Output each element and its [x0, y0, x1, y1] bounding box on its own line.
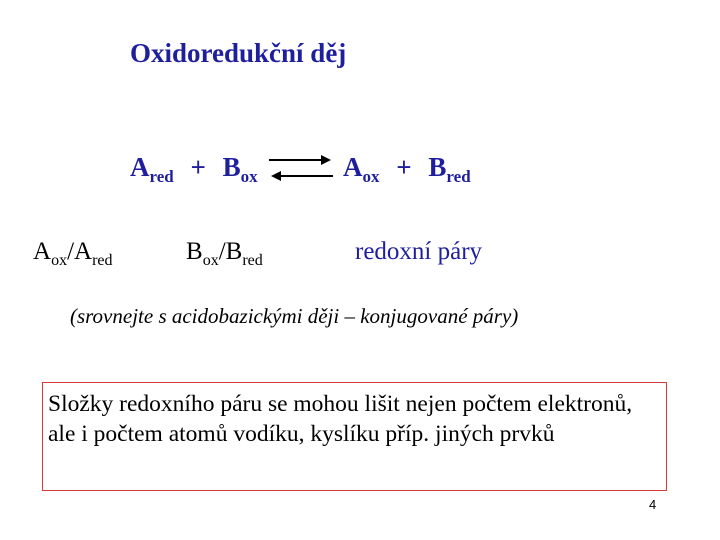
plus-sign-right: +	[396, 152, 412, 182]
slide-number: 4	[649, 497, 657, 512]
product-a-base: A	[343, 152, 363, 182]
reactant-b-sub: ox	[240, 167, 258, 186]
pair-a-separator: /	[67, 238, 75, 265]
pair-a-num-sub: ox	[51, 252, 68, 269]
highlight-box-text: Složky redoxního páru se mohou lišit nejen počtem elektronů, ale i počtem atomů vodíku, kyslíku příp. jiných prvků	[48, 391, 633, 447]
redox-pair-a	[33, 238, 113, 270]
pair-b-num-sub: ox	[202, 252, 219, 269]
product-b-sub: red	[446, 167, 471, 186]
reactant-a-sub: red	[149, 167, 174, 186]
equation-left	[130, 152, 258, 187]
redox-pairs-label: redoxní páry	[355, 238, 483, 265]
plus-sign-left: +	[190, 152, 206, 182]
pair-b-den-base: B	[225, 238, 243, 265]
reactant-b-base: B	[222, 152, 241, 182]
pair-b-separator: /	[218, 238, 226, 265]
pair-a-den-sub: red	[92, 252, 113, 269]
pair-a-num-base: A	[33, 238, 52, 265]
pair-a-den-base: A	[74, 238, 93, 265]
equation-right	[343, 152, 471, 187]
equilibrium-arrows-icon	[265, 150, 337, 186]
redox-pair-b	[186, 238, 263, 270]
pair-b-den-sub: red	[242, 252, 263, 269]
comparison-note: (srovnejte s acidobazickými ději – konjugované páry)	[70, 304, 519, 328]
reactant-a-base: A	[130, 152, 150, 182]
pair-b-num-base: B	[186, 238, 203, 265]
product-b-base: B	[428, 152, 447, 182]
slide-title: Oxidoredukční děj	[130, 38, 347, 68]
product-a-sub: ox	[362, 167, 380, 186]
